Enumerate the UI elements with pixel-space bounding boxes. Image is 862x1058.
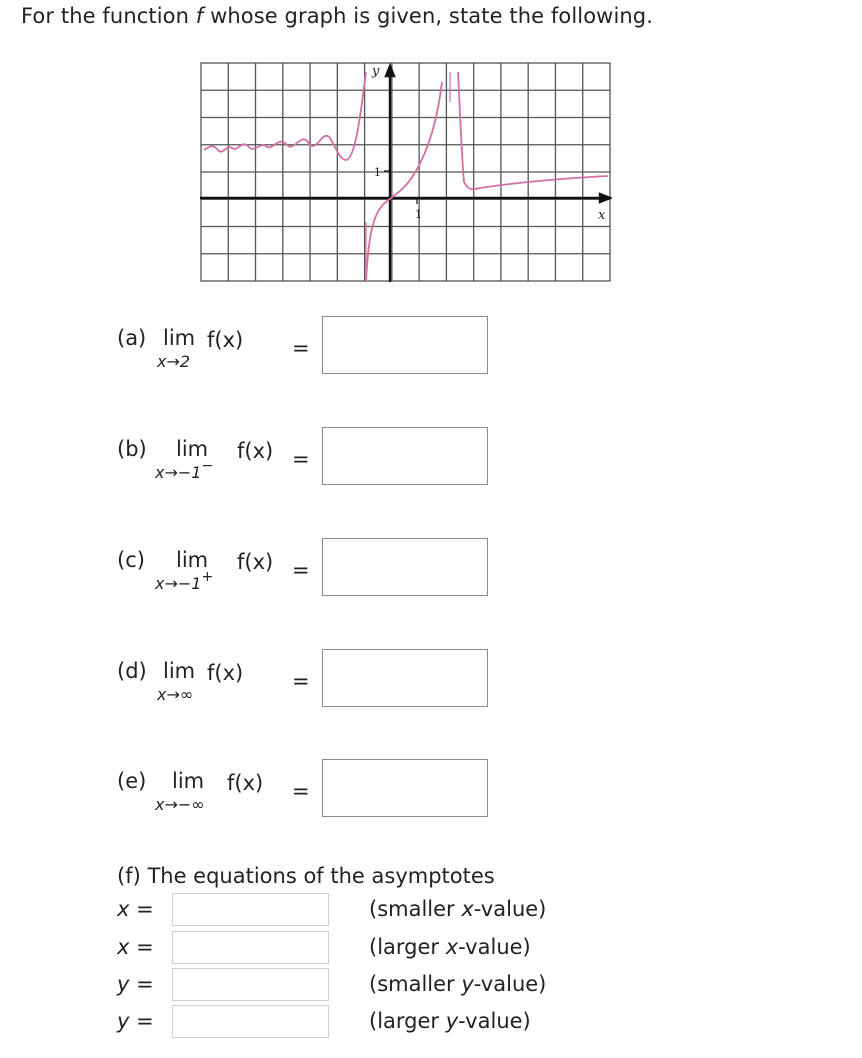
asymptote-row-4 xyxy=(117,1005,617,1041)
limit-expression: f(x) xyxy=(237,439,274,463)
asymptote-note: (larger x-value) xyxy=(369,935,531,959)
equals-sign: = xyxy=(292,447,310,471)
limit-subscript: x→−1− xyxy=(155,458,214,482)
lim-word: lim xyxy=(172,769,205,793)
limit-label: (d) xyxy=(117,659,147,683)
limit-row-c xyxy=(117,538,517,618)
asymptote-note: (smaller y-value) xyxy=(369,972,547,996)
answer-input-e[interactable] xyxy=(322,759,488,817)
prompt-text-before: For the function xyxy=(21,4,196,28)
asymptote-input-y-smaller[interactable] xyxy=(172,968,329,1001)
answer-input-a[interactable] xyxy=(322,316,488,374)
limit-expression: f(x) xyxy=(207,328,244,352)
asymptote-note: (larger y-value) xyxy=(369,1009,531,1033)
asymptote-row-1 xyxy=(117,893,617,929)
limit-subscript: x→∞ xyxy=(157,685,194,704)
limit-subscript: x→2 xyxy=(157,352,191,371)
equals-sign: = xyxy=(292,336,310,360)
limit-expression: f(x) xyxy=(227,771,264,795)
limit-label: (e) xyxy=(117,769,147,793)
asymptote-input-y-larger[interactable] xyxy=(172,1005,329,1038)
equals-sign: = xyxy=(292,779,310,803)
x-tick-label: 1 xyxy=(415,208,422,221)
lim-word: lim xyxy=(176,548,209,572)
problem-prompt xyxy=(21,4,653,28)
prompt-text-after: whose graph is given, state the following. xyxy=(203,4,654,28)
prompt-function-name: f xyxy=(195,4,204,28)
answer-input-c[interactable] xyxy=(322,538,488,596)
function-curve xyxy=(204,72,608,282)
asymptote-variable: y = xyxy=(117,972,154,996)
x-axis-label: x xyxy=(598,208,606,223)
lim-word: lim xyxy=(176,437,209,461)
asymptote-row-2 xyxy=(117,931,617,967)
lim-word: lim xyxy=(163,659,196,683)
limit-row-d xyxy=(117,649,517,729)
limit-expression: f(x) xyxy=(207,661,244,685)
answer-input-d[interactable] xyxy=(322,649,488,707)
asymptote-input-x-larger[interactable] xyxy=(172,931,329,964)
y-tick-label: 1 xyxy=(374,166,381,179)
limit-row-b xyxy=(117,427,517,507)
asymptote-variable: x = xyxy=(117,935,154,959)
asymptote-variable: x = xyxy=(117,897,154,921)
limit-row-a xyxy=(117,316,517,396)
limit-label: (b) xyxy=(117,437,147,461)
graph-grid xyxy=(201,63,610,281)
limit-row-e xyxy=(117,759,517,839)
y-axis-label: y xyxy=(372,64,380,79)
asymptote-variable: y = xyxy=(117,1009,154,1033)
x-axis-arrow xyxy=(600,194,610,202)
limit-expression: f(x) xyxy=(237,550,274,574)
y-axis-arrow xyxy=(386,66,394,76)
asymptote-note: (smaller x-value) xyxy=(369,897,547,921)
limit-label: (c) xyxy=(117,548,145,572)
axes xyxy=(200,66,610,282)
limit-label: (a) xyxy=(117,326,147,350)
limit-subscript: x→−1+ xyxy=(155,569,214,593)
lim-word: lim xyxy=(163,326,196,350)
asymptotes-title: (f) The equations of the asymptotes xyxy=(117,864,495,888)
function-graph xyxy=(200,62,612,284)
limit-subscript: x→−∞ xyxy=(155,795,205,814)
equals-sign: = xyxy=(292,558,310,582)
answer-input-b[interactable] xyxy=(322,427,488,485)
curve-left-of-asymptote xyxy=(366,82,442,282)
asymptote-input-x-smaller[interactable] xyxy=(172,893,329,926)
asymptote-row-3 xyxy=(117,968,617,1004)
equals-sign: = xyxy=(292,669,310,693)
